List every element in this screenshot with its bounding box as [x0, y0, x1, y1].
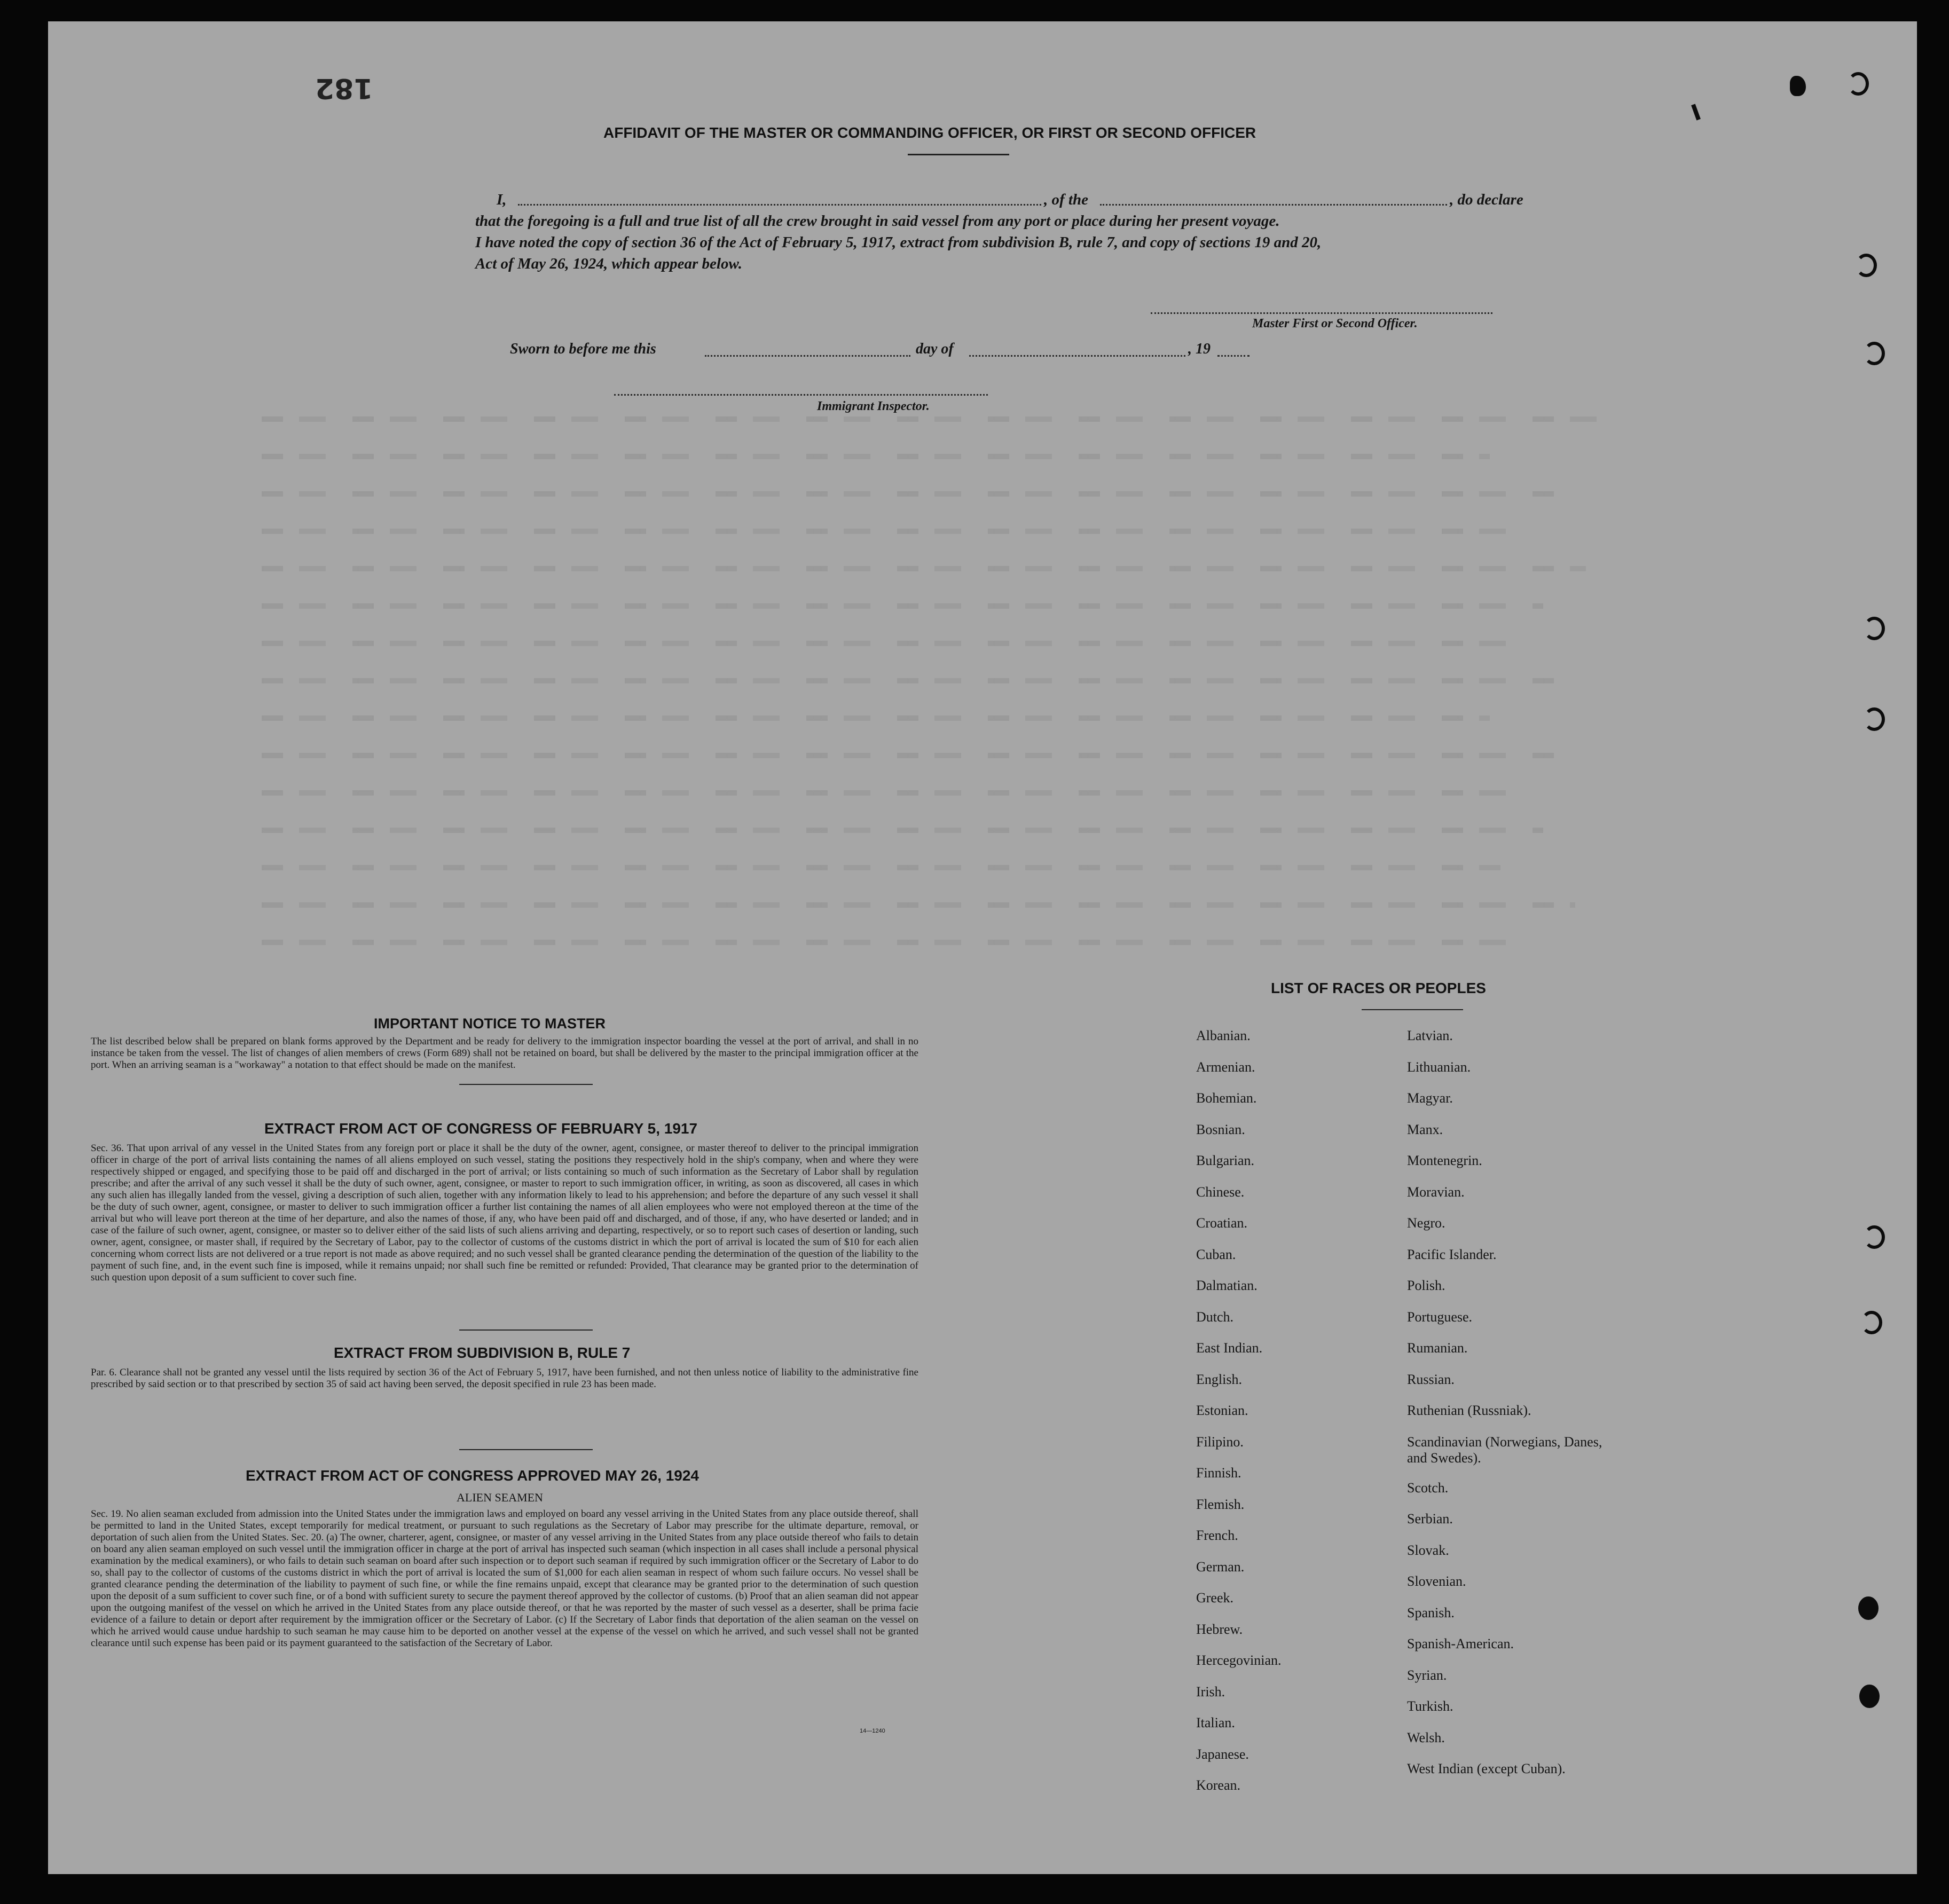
race-item: Bulgarian. [1196, 1153, 1255, 1168]
race-item: Welsh. [1407, 1729, 1445, 1745]
affidavit-i: I, [497, 191, 507, 208]
race-item: Scandinavian (Norwegians, Danes, and Swedes). [1407, 1434, 1602, 1466]
race-item: Hebrew. [1196, 1621, 1243, 1637]
divider [459, 1329, 593, 1331]
divider [459, 1084, 593, 1085]
race-item: Serbian. [1407, 1511, 1453, 1527]
race-item: Italian. [1196, 1715, 1235, 1730]
extract-1924-title: EXTRACT FROM ACT OF CONGRESS APPROVED MAY 26, 1924 [246, 1467, 699, 1484]
punch-hole [1864, 617, 1885, 640]
race-item: Armenian. [1196, 1059, 1255, 1075]
sworn-year-prefix: , 19 [1188, 341, 1211, 357]
affidavit-title: AFFIDAVIT OF THE MASTER OR COMMANDING OFFICER, OR FIRST OR SECOND OFFICER [603, 124, 1256, 141]
faded-crew-row [262, 678, 1554, 683]
race-item: Syrian. [1407, 1667, 1447, 1683]
race-item: Chinese. [1196, 1184, 1245, 1200]
affidavit-do-declare: , do declare [1450, 191, 1523, 208]
faded-crew-row [262, 753, 1565, 758]
race-item: Slovenian. [1407, 1573, 1466, 1589]
faded-crew-row [262, 865, 1500, 870]
form-number: 14—1240 [860, 1728, 885, 1734]
race-item: Rumanian. [1407, 1340, 1468, 1356]
race-item: Hercegovinian. [1196, 1653, 1282, 1668]
sworn-month-field[interactable] [969, 355, 1185, 357]
race-item: French. [1196, 1528, 1238, 1543]
punch-hole [1864, 342, 1885, 365]
page-number: 182 [315, 72, 373, 104]
race-item: Flemish. [1196, 1496, 1245, 1512]
race-item: Slovak. [1407, 1542, 1449, 1558]
divider [908, 154, 1009, 155]
faded-crew-row [262, 603, 1543, 609]
sworn-day-of: day of [916, 341, 954, 357]
race-item: Polish. [1407, 1278, 1445, 1293]
race-item: Albanian. [1196, 1028, 1251, 1043]
punch-hole [1864, 1225, 1885, 1249]
race-item: Manx. [1407, 1121, 1443, 1137]
race-item: Dutch. [1196, 1309, 1234, 1325]
punch-hole [1861, 1311, 1882, 1334]
faded-crew-row [262, 828, 1543, 833]
master-signature-label: Master First or Second Officer. [1252, 317, 1418, 331]
vessel-name-field[interactable] [1100, 204, 1447, 206]
race-item: English. [1196, 1371, 1242, 1387]
extract-rule7-title: EXTRACT FROM SUBDIVISION B, RULE 7 [334, 1344, 631, 1361]
alien-seamen-subtitle: ALIEN SEAMEN [457, 1491, 543, 1504]
sworn-day-field[interactable] [705, 355, 910, 357]
race-item: Lithuanian. [1407, 1059, 1471, 1075]
race-item: West Indian (except Cuban). [1407, 1761, 1566, 1776]
document-page [48, 21, 1917, 1874]
inspector-label: Immigrant Inspector. [817, 399, 930, 413]
affidavit-line: that the foregoing is a full and true list of all the crew brought in said vessel from any port or place during her present voyage. [475, 213, 1280, 230]
race-item: Bosnian. [1196, 1121, 1245, 1137]
notice-text: The list described below shall be prepared on blank forms approved by the Department and be ready for delivery to the immigration inspector boarding the vessel at the port of arrival, and shall in no instance be taken from the vessel. The list of changes of alien members of crews (Form 689) shall not be retained on board, but shall be delivered by the master to the principal immigration officer at the port. When an arriving seaman is a "workaway" a notation to that effect should be made on the manifest. [91, 1036, 918, 1071]
race-item: Spanish-American. [1407, 1636, 1514, 1651]
extract-1917-text: Sec. 36. That upon arrival of any vessel in the United States from any foreign port or place it shall be the duty of the owner, agent, consignee, or master thereof to deliver to the principal immigration officer in charge of the port of arrival lists containing the names of all aliens employed on such vessel, stating the positions they respectively hold in the ship's company, when and where they were respectively shipped or engaged, and specifying those to be paid off and discharged in the port of arrival; or lists containing so much of such information as the Secretary of Labor shall by regulation prescribe; and after the arrival of any such vessel it shall be the duty of such owner, agent, consignee, or master to report to such immigration officer, in writing, as soon as discovered, all cases in which any such alien has illegally landed from the vessel, giving a description of such alien, together with any information likely to lead to his apprehension; and before the departure of any such vessel it shall be the duty of such owner, agent, consignee, or master to deliver to such immigration officer a further list containing the names of all alien employees who were not employed thereon at the time of the arrival but who will leave port thereon at the time of her departure, and also the names of those, if any, who have been paid off and discharged, and of those, if any, who have deserted or landed; and in case of the failure of such owner, agent, consignee, or master so to deliver either of the said lists of such aliens arriving and departing, respectively, or so to report such cases of desertion or landing, such owner, agent, consignee, or master shall, if required by the Secretary of Labor, pay to the collector of customs of the customs district in which the port of arrival is located the sum of $10 for each alien concerning whom correct lists are not delivered or a true report is not made as above required; and no such vessel shall be granted clearance pending the determination of the question of the liability to the payment of such fine, and, in the event such fine is imposed, while it remains unpaid; nor shall such fine be remitted or refunded: Provided, That clearance may be granted prior to the determination of such question upon deposit of a sum sufficient to cover such fine. [91, 1143, 918, 1283]
race-item: Pacific Islander. [1407, 1246, 1497, 1262]
extract-1917-title: EXTRACT FROM ACT OF CONGRESS OF FEBRUARY 5, 1917 [264, 1120, 698, 1137]
faded-crew-row [262, 566, 1586, 571]
punch-hole [1864, 707, 1885, 731]
extract-rule7-text: Par. 6. Clearance shall not be granted any vessel until the lists required by section 36 of the Act of February 5, 1917, have been furnished, and not then unless notice of liability to the administrative fine prescribed by said section or to that prescribed by section 35 of said act having been served, the deposit specified in rule 23 has been made. [91, 1367, 918, 1390]
races-title: LIST OF RACES OR PEOPLES [1271, 980, 1486, 996]
race-item: Estonian. [1196, 1403, 1248, 1418]
ink-blot [1790, 76, 1806, 96]
race-item: Dalmatian. [1196, 1278, 1258, 1293]
faded-crew-row [262, 454, 1490, 459]
race-item: East Indian. [1196, 1340, 1263, 1356]
race-item: Ruthenian (Russniak). [1407, 1403, 1531, 1418]
race-item: Finnish. [1196, 1465, 1241, 1481]
faded-crew-row [262, 529, 1516, 534]
race-item: Latvian. [1407, 1028, 1453, 1043]
faded-crew-row [262, 790, 1522, 796]
race-item: Bohemian. [1196, 1090, 1257, 1106]
race-item: Filipino. [1196, 1434, 1244, 1450]
races-left-column [1196, 1028, 1282, 1809]
sworn-label: Sworn to before me this [510, 341, 656, 357]
race-item: Negro. [1407, 1215, 1445, 1231]
race-item: Greek. [1196, 1590, 1234, 1606]
race-item: Moravian. [1407, 1184, 1465, 1200]
race-item: Montenegrin. [1407, 1153, 1482, 1168]
faded-crew-row [262, 416, 1597, 422]
race-item: Croatian. [1196, 1215, 1248, 1231]
race-item: Portuguese. [1407, 1309, 1473, 1325]
faded-crew-row [262, 491, 1570, 497]
race-item: Japanese. [1196, 1746, 1249, 1762]
punch-hole [1848, 72, 1869, 96]
race-item: Turkish. [1407, 1698, 1453, 1714]
affidavit-line: Act of May 26, 1924, which appear below. [475, 255, 742, 272]
punch-hole [1859, 1685, 1880, 1708]
races-right-column [1407, 1028, 1621, 1792]
race-item: Cuban. [1196, 1246, 1236, 1262]
race-item: Magyar. [1407, 1090, 1453, 1106]
faded-crew-row [262, 715, 1490, 721]
faded-crew-row [262, 902, 1575, 908]
race-item: Spanish. [1407, 1604, 1455, 1620]
declarant-name-field[interactable] [518, 204, 1041, 206]
punch-hole [1858, 1596, 1879, 1620]
notice-title: IMPORTANT NOTICE TO MASTER [374, 1016, 606, 1032]
punch-hole [1856, 254, 1877, 277]
faded-crew-row [262, 940, 1533, 945]
faded-crew-row [262, 641, 1533, 646]
race-item: Korean. [1196, 1777, 1241, 1793]
race-item: Irish. [1196, 1683, 1225, 1700]
affidavit-line: I have noted the copy of section 36 of the Act of February 5, 1917, extract from subdivision B, rule 7, and copy of sections 19 and 20, [475, 234, 1322, 251]
divider [1362, 1009, 1463, 1010]
affidavit-of-the: , of the [1044, 191, 1088, 208]
race-item: German. [1196, 1559, 1245, 1575]
extract-1924-text: Sec. 19. No alien seaman excluded from admission into the United States under the immigration laws and employed on board any vessel arriving in the United States from any place outside thereof, shall be permitted to land in the United States, except temporarily for medical treatment, or pursuant to such regulations as the Secretary of Labor may prescribe for the ultimate departure, removal, or deportation of such alien from the United States. Sec. 20. (a) The owner, charterer, agent, consignee, or master of any vessel arriving in the United States from any place outside thereof who fails to detain on board any alien seaman employed on such vessel until the immigration officer in charge at the port of arrival has inspected such seaman (which inspection in all cases shall include a personal physical examination by the medical examiners), or who fails to detain such seaman on board after such inspection or to deport such seaman if required by such immigration officer or the Secretary of Labor to do so, shall pay to the collector of customs of the customs district in which the port of arrival is located the sum of $1,000 for each alien seaman in respect of whom such failure occurs. No vessel shall be granted clearance pending the determination of the liability to payment of such fine, or while the fine remains unpaid, except that clearance may be granted prior to the determination of such question upon the deposit of a sum sufficient to cover such fine, or of a bond with sufficient surety to secure the payment thereof approved by the collector of customs. (b) Proof that an alien seaman did not appear upon the outgoing manifest of the vessel on which he arrived in the United States from any place outside thereof, or that he was reported by the master of such vessel as a deserter, shall be prima facie evidence of a failure to detain or deport after requirement by the immigration officer or the Secretary of Labor. (c) If the Secretary of Labor finds that deportation of the alien seaman on the vessel on which he arrived would cause undue hardship to such seaman he may cause him to be deported on another vessel at the expense of the vessel on which he arrived, and such vessel shall not be granted clearance until such expense has been paid or its payment guaranteed to the satisfaction of the Secretary of Labor. [91, 1508, 918, 1649]
ink-mark [1691, 104, 1701, 121]
race-item: Scotch. [1407, 1480, 1449, 1496]
race-item: Russian. [1407, 1371, 1455, 1387]
sworn-year-field[interactable] [1217, 355, 1249, 357]
master-signature-field[interactable] [1151, 312, 1492, 314]
divider [459, 1449, 593, 1450]
inspector-signature-field[interactable] [614, 394, 988, 396]
